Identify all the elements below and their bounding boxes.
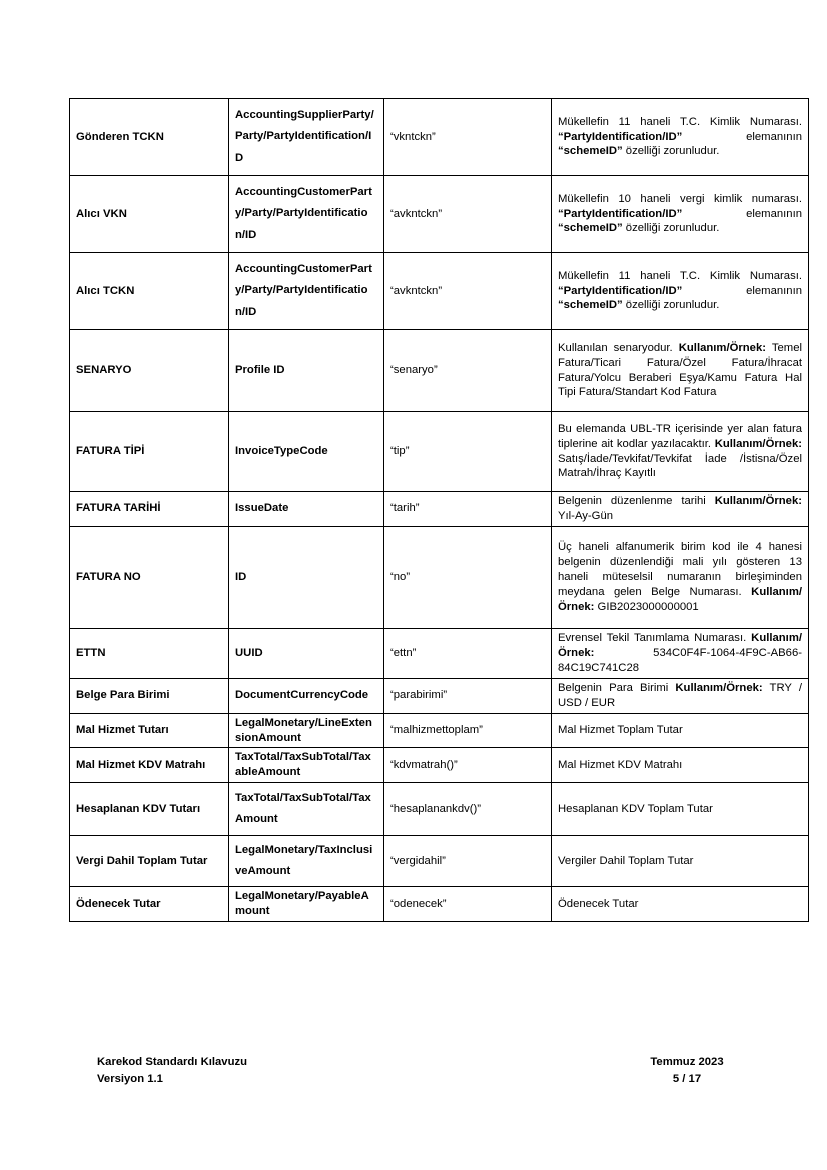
description-keyword: “PartyIdentification/ID” <box>558 284 683 297</box>
qr-key-cell: “no” <box>384 526 552 628</box>
qr-key-cell: “parabirimi” <box>384 678 552 713</box>
ubl-path-cell: AccountingCustomerParty/Party/PartyIdentification/ID <box>229 176 384 253</box>
document-version: Versiyon 1.1 <box>97 1073 163 1085</box>
description-keyword: Kullanım/Örnek: <box>678 341 767 354</box>
description-text: özelliği zorunludur. <box>622 299 720 312</box>
footer-left <box>97 1054 247 1088</box>
description-text: 534C0F4F-1064-4F9C-AB66-84C19C741C28 <box>558 646 802 674</box>
table-row <box>70 253 809 330</box>
field-name-cell: Alıcı TCKN <box>70 253 229 330</box>
table-row <box>70 678 809 713</box>
table-row <box>70 628 809 678</box>
table-row <box>70 412 809 492</box>
description-keyword: “schemeID” <box>558 222 623 235</box>
qr-key-cell: “avkntckn” <box>384 253 552 330</box>
description-text: elemanının <box>682 207 802 220</box>
field-name-cell: Gönderen TCKN <box>70 99 229 176</box>
field-name-cell: Mal Hizmet KDV Matrahı <box>70 748 229 783</box>
description-text: TRY / USD / EUR <box>558 681 802 709</box>
description-keyword: “schemeID” <box>558 145 623 158</box>
table-row <box>70 176 809 253</box>
field-name-cell: Vergi Dahil Toplam Tutar <box>70 836 229 887</box>
description-cell <box>552 99 809 176</box>
description-text: Mükellefin 11 haneli T.C. Kimlik Numarası. <box>558 269 802 282</box>
ubl-path-cell: LegalMonetary/LineExtensionAmount <box>229 713 384 748</box>
qr-key-cell: “tarih” <box>384 492 552 527</box>
table-row <box>70 99 809 176</box>
description-cell <box>552 253 809 330</box>
field-name-cell: FATURA TARİHİ <box>70 492 229 527</box>
qr-key-cell: “senaryo” <box>384 330 552 412</box>
description-cell <box>552 412 809 492</box>
ubl-path-cell: AccountingSupplierParty/Party/PartyIdentification/ID <box>229 99 384 176</box>
description-keyword: “PartyIdentification/ID” <box>558 207 683 220</box>
description-cell <box>552 783 809 836</box>
document-date: Temmuz 2023 <box>650 1056 724 1068</box>
qr-key-cell: “avkntckn” <box>384 176 552 253</box>
qr-key-cell: “ettn” <box>384 628 552 678</box>
document-title: Karekod Standardı Kılavuzu <box>97 1056 248 1068</box>
field-mapping-table <box>69 98 809 922</box>
table-row <box>70 526 809 628</box>
ubl-path-cell: UUID <box>229 628 384 678</box>
description-cell <box>552 176 809 253</box>
description-keyword: Kullanım/Örnek: <box>714 437 802 450</box>
footer-right <box>622 1054 752 1088</box>
qr-key-cell: “odenecek” <box>384 887 552 922</box>
description-keyword: “PartyIdentification/ID” <box>558 130 683 143</box>
ubl-path-cell: TaxTotal/TaxSubTotal/TaxAmount <box>229 783 384 836</box>
page-number: 5 / 17 <box>672 1073 702 1085</box>
table-body <box>70 99 809 922</box>
table-row <box>70 748 809 783</box>
description-keyword: Kullanım/Örnek: <box>714 495 802 507</box>
description-text: Evrensel Tekil Tanımlama Numarası. <box>558 631 752 644</box>
ubl-path-cell: InvoiceTypeCode <box>229 412 384 492</box>
qr-key-cell: “vergidahil” <box>384 836 552 887</box>
description-cell <box>552 748 809 783</box>
field-name-cell: FATURA NO <box>70 526 229 628</box>
field-name-cell: ETTN <box>70 628 229 678</box>
description-text: Mükellefin 10 haneli vergi kimlik numarası. <box>558 192 802 205</box>
description-cell <box>552 887 809 922</box>
description-text: Satış/İade/Tevkifat/Tevkifat İade /İstisna/Özel Matrah/İhraç Kayıtlı <box>558 452 802 480</box>
description-text: GIB2023000000001 <box>594 600 699 613</box>
description-text: Belgenin düzenlenme tarihi <box>558 495 715 507</box>
ubl-path-cell: LegalMonetary/PayableAmount <box>229 887 384 922</box>
qr-key-cell: “vkntckn” <box>384 99 552 176</box>
description-text: Kullanılan senaryodur. <box>558 341 679 354</box>
ubl-path-cell: TaxTotal/TaxSubTotal/TaxableAmount <box>229 748 384 783</box>
description-text: elemanının <box>682 284 802 297</box>
qr-key-cell: “hesaplanankdv()” <box>384 783 552 836</box>
description-text: Temel Fatura/Ticari Fatura/Özel Fatura/İhracat Fatura/Yolcu Beraberi Eşya/Kamu Fatura Hal Tipi Fatura/Standart Kod Fatura <box>558 341 802 399</box>
description-cell <box>552 713 809 748</box>
ubl-path-cell: LegalMonetary/TaxInclusiveAmount <box>229 836 384 887</box>
table-row <box>70 713 809 748</box>
description-text: Hesaplanan KDV Toplam Tutar <box>558 802 713 815</box>
table-row <box>70 783 809 836</box>
ubl-path-cell: ID <box>229 526 384 628</box>
table-row <box>70 330 809 412</box>
description-text: Üç haneli alfanumerik birim kod ile 4 hanesi belgenin düzenlendiği mali yılı gösteren 13 haneli müteselsil numaranın birleşiminden meydana gelen Belge Numarası. <box>558 541 802 598</box>
description-text: Mal Hizmet KDV Matrahı <box>558 758 683 771</box>
description-keyword: Kullanım/Örnek: <box>558 631 802 659</box>
qr-key-cell: “tip” <box>384 412 552 492</box>
description-text: Vergiler Dahil Toplam Tutar <box>558 854 694 867</box>
description-cell <box>552 836 809 887</box>
description-cell <box>552 628 809 678</box>
description-cell <box>552 526 809 628</box>
field-name-cell: FATURA TİPİ <box>70 412 229 492</box>
description-text: Bu elemanda UBL-TR içerisinde yer alan fatura tiplerine ait kodlar yazılacaktır. <box>558 422 802 450</box>
description-keyword: Kullanım/Örnek: <box>675 681 763 694</box>
field-name-cell: Hesaplanan KDV Tutarı <box>70 783 229 836</box>
table-row <box>70 492 809 527</box>
qr-key-cell: “kdvmatrah()” <box>384 748 552 783</box>
qr-key-cell: “malhizmettoplam” <box>384 713 552 748</box>
table-row <box>70 836 809 887</box>
field-name-cell: SENARYO <box>70 330 229 412</box>
ubl-path-cell: Profile ID <box>229 330 384 412</box>
description-text: Yıl-Ay-Gün <box>558 509 614 522</box>
description-cell <box>552 678 809 713</box>
description-keyword: Kullanım/Örnek: <box>558 585 802 613</box>
ubl-path-cell: AccountingCustomerParty/Party/PartyIdentification/ID <box>229 253 384 330</box>
field-name-cell: Ödenecek Tutar <box>70 887 229 922</box>
description-text: özelliği zorunludur. <box>622 145 720 158</box>
ubl-path-cell: DocumentCurrencyCode <box>229 678 384 713</box>
field-name-cell: Mal Hizmet Tutarı <box>70 713 229 748</box>
ubl-path-cell: IssueDate <box>229 492 384 527</box>
field-name-cell: Belge Para Birimi <box>70 678 229 713</box>
description-cell <box>552 492 809 527</box>
description-cell <box>552 330 809 412</box>
description-text: Belgenin Para Birimi <box>558 681 676 694</box>
description-keyword: “schemeID” <box>558 299 623 312</box>
table-row <box>70 887 809 922</box>
description-text: Ödenecek Tutar <box>558 897 639 910</box>
description-text: özelliği zorunludur. <box>622 222 720 235</box>
field-name-cell: Alıcı VKN <box>70 176 229 253</box>
description-text: Mükellefin 11 haneli T.C. Kimlik Numarası. <box>558 115 802 128</box>
description-text: elemanının <box>682 130 802 143</box>
description-text: Mal Hizmet Toplam Tutar <box>558 724 683 737</box>
